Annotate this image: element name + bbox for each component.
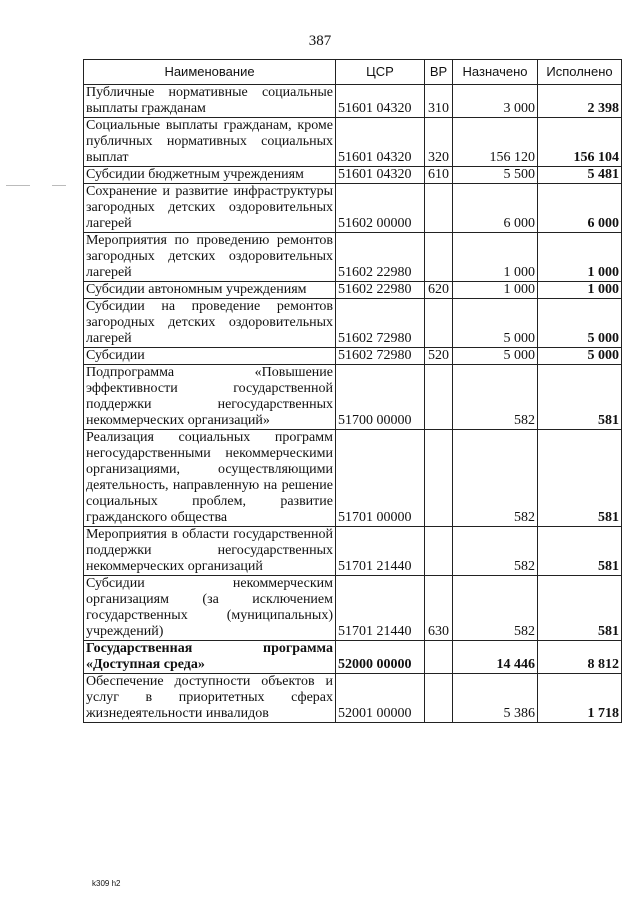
row-vr — [425, 641, 453, 674]
row-csr: 51601 04320 — [336, 167, 425, 184]
row-vr — [425, 527, 453, 576]
budget-table — [83, 59, 622, 723]
row-csr: 51601 04320 — [336, 118, 425, 167]
row-csr: 51602 72980 — [336, 299, 425, 348]
row-vr — [425, 184, 453, 233]
table-row — [84, 85, 622, 118]
row-csr: 51602 22980 — [336, 233, 425, 282]
table-row — [84, 299, 622, 348]
row-name: Субсидии некоммерческим организациям (за исключением государственных (муниципальных) учреждений) — [84, 576, 336, 641]
row-name: Сохранение и развитие инфраструктуры загородных детских оздоровительных лагерей — [84, 184, 336, 233]
row-assigned: 6 000 — [453, 184, 538, 233]
row-name: Обеспечение доступности объектов и услуг в приоритетных сферах жизнедеятельности инвалидов — [84, 674, 336, 723]
row-name: Субсидии — [84, 348, 336, 365]
footer-code: k309 h2 — [92, 879, 121, 888]
row-assigned: 5 000 — [453, 348, 538, 365]
row-vr: 610 — [425, 167, 453, 184]
row-assigned: 5 386 — [453, 674, 538, 723]
row-vr: 620 — [425, 282, 453, 299]
header-vr: ВР — [425, 60, 453, 85]
row-assigned: 156 120 — [453, 118, 538, 167]
row-name: Мероприятия в области государственной поддержки негосударственных некоммерческих организаций — [84, 527, 336, 576]
row-executed: 1 718 — [538, 674, 622, 723]
table-row — [84, 641, 622, 674]
header-csr: ЦСР — [336, 60, 425, 85]
table-row — [84, 233, 622, 282]
row-executed: 581 — [538, 430, 622, 527]
row-assigned: 14 446 — [453, 641, 538, 674]
row-executed: 5 000 — [538, 348, 622, 365]
row-name: Публичные нормативные социальные выплаты гражданам — [84, 85, 336, 118]
table-row — [84, 167, 622, 184]
row-csr: 52001 00000 — [336, 674, 425, 723]
row-csr: 51601 04320 — [336, 85, 425, 118]
row-name: Субсидии автономным учреждениям — [84, 282, 336, 299]
row-assigned: 582 — [453, 430, 538, 527]
row-assigned: 582 — [453, 527, 538, 576]
row-csr: 51700 00000 — [336, 365, 425, 430]
scan-artifact — [52, 185, 66, 186]
row-vr — [425, 674, 453, 723]
row-vr — [425, 365, 453, 430]
row-executed: 156 104 — [538, 118, 622, 167]
row-csr: 51602 22980 — [336, 282, 425, 299]
table-row — [84, 430, 622, 527]
table-row — [84, 527, 622, 576]
row-assigned: 5 500 — [453, 167, 538, 184]
table-row — [84, 184, 622, 233]
row-name: Субсидии на проведение ремонтов загородных детских оздоровительных лагерей — [84, 299, 336, 348]
row-assigned: 1 000 — [453, 282, 538, 299]
row-name: Реализация социальных программ негосударственными некоммерческими организациями, осуществляющими деятельность, направленную на решение социальных проблем, развитие гражданского общества — [84, 430, 336, 527]
row-executed: 6 000 — [538, 184, 622, 233]
row-executed: 581 — [538, 365, 622, 430]
row-csr: 51701 00000 — [336, 430, 425, 527]
row-vr: 520 — [425, 348, 453, 365]
table-row — [84, 365, 622, 430]
table-header-row — [84, 60, 622, 85]
row-name: Социальные выплаты гражданам, кроме публичных нормативных социальных выплат — [84, 118, 336, 167]
scan-artifact — [6, 185, 30, 186]
row-csr: 51602 00000 — [336, 184, 425, 233]
header-executed: Исполнено — [538, 60, 622, 85]
row-vr — [425, 233, 453, 282]
row-csr: 52000 00000 — [336, 641, 425, 674]
table-row — [84, 118, 622, 167]
row-executed: 2 398 — [538, 85, 622, 118]
row-vr: 310 — [425, 85, 453, 118]
row-vr — [425, 299, 453, 348]
table-row — [84, 348, 622, 365]
row-executed: 8 812 — [538, 641, 622, 674]
row-name: Подпрограмма «Повышение эффективности государственной поддержки негосударственных некоммерческих организаций» — [84, 365, 336, 430]
row-executed: 1 000 — [538, 233, 622, 282]
page-number: 387 — [308, 33, 332, 49]
row-vr: 320 — [425, 118, 453, 167]
row-vr: 630 — [425, 576, 453, 641]
row-csr: 51701 21440 — [336, 527, 425, 576]
row-assigned: 582 — [453, 365, 538, 430]
row-assigned: 582 — [453, 576, 538, 641]
row-executed: 581 — [538, 576, 622, 641]
table-row — [84, 674, 622, 723]
table-row — [84, 282, 622, 299]
row-name: Мероприятия по проведению ремонтов загородных детских оздоровительных лагерей — [84, 233, 336, 282]
row-assigned: 3 000 — [453, 85, 538, 118]
header-name: Наименование — [84, 60, 336, 85]
header-assigned: Назначено — [453, 60, 538, 85]
row-csr: 51701 21440 — [336, 576, 425, 641]
row-name: Государственная программа «Доступная среда» — [84, 641, 336, 674]
row-executed: 581 — [538, 527, 622, 576]
row-csr: 51602 72980 — [336, 348, 425, 365]
row-executed: 1 000 — [538, 282, 622, 299]
row-name: Субсидии бюджетным учреждениям — [84, 167, 336, 184]
row-vr — [425, 430, 453, 527]
row-executed: 5 000 — [538, 299, 622, 348]
row-assigned: 1 000 — [453, 233, 538, 282]
table-row — [84, 576, 622, 641]
table-body — [84, 85, 622, 723]
row-executed: 5 481 — [538, 167, 622, 184]
row-assigned: 5 000 — [453, 299, 538, 348]
